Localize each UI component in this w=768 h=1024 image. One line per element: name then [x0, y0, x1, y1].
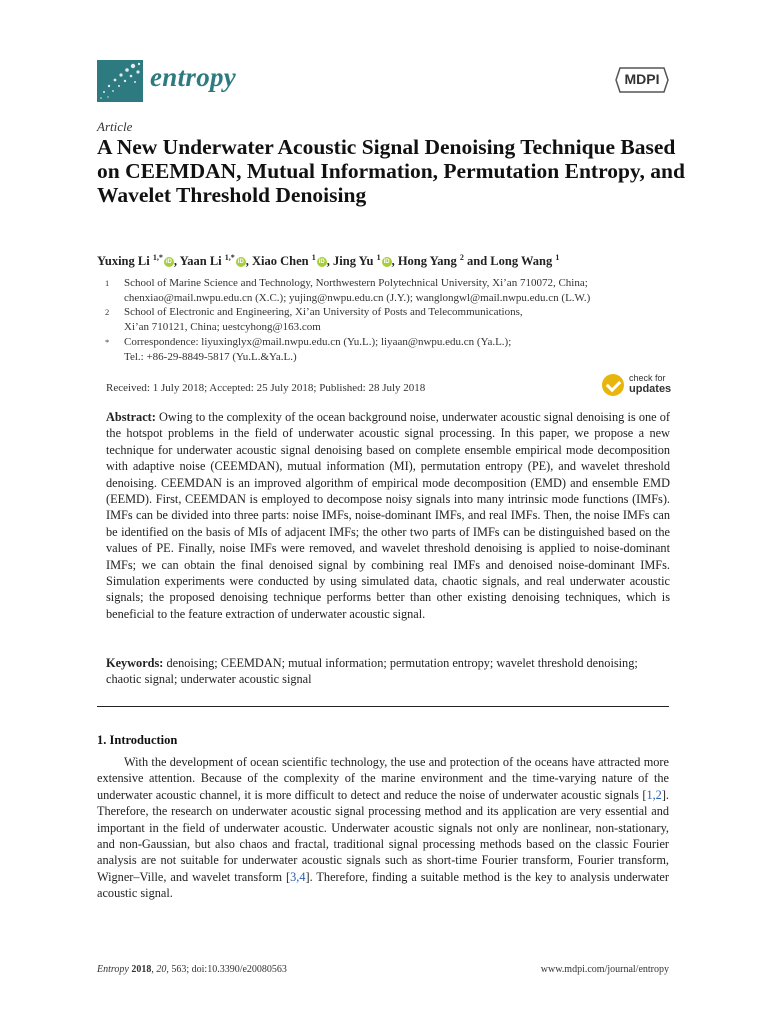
- publication-dates: Received: 1 July 2018; Accepted: 25 July 2018; Published: 28 July 2018: [106, 382, 426, 394]
- abstract-text: Owing to the complexity of the ocean background noise, underwater acoustic signal denoising is one of the hotspot problems in the field of underwater acoustic signal processing. In this paper, we propose a new technique for underwater acoustic signal denoising based on complete ensemble empirical mode decomposition with adaptive noise (CEEMDAN), mutual information (MI), permutation entropy (PE), and wavelet threshold denoising. CEEMDAN is an improved algorithm of empirical mode decomposition (EMD) and ensemble EMD (EEMD). First, CEEMDAN is employed to decompose noisy signals into many intrinsic mode functions (IMFs). IMFs can be divided into three parts: noise IMFs, noise-dominant IMFs, and real IMFs. Then, the noise IMFs can be identified on the basis of MIs of adjacent IMFs; the other two parts of IMFs can be distinguished based on the values of PE. Finally, noise IMFs were removed, and wavelet threshold denoising is applied to noise-dominant IMFs; we can obtain the final denoised signal by combining real IMFs and denoised noise-dominant IMFs. Simulation experiments were conducted by using simulated data, chaotic signals, and real underwater acoustic signals; the proposed denoising technique performs better than other existing denoising techniques, which is beneficial to the feature extraction of underwater acoustic signal.: [106, 410, 670, 621]
- journal-url[interactable]: www.mdpi.com/journal/entropy: [540, 964, 669, 975]
- journal-name: entropy: [150, 62, 237, 92]
- author-affiliation-mark: 1: [376, 253, 381, 262]
- citation-link[interactable]: 1,2: [646, 787, 662, 802]
- section-divider: [97, 706, 669, 707]
- orcid-icon[interactable]: iD: [318, 259, 325, 266]
- keywords-text: denoising; CEEMDAN; mutual information; permutation entropy; wavelet threshold denoising; chaotic signal; underwater acoustic signal: [106, 656, 638, 687]
- affiliation-line: School of Marine Science and Technology, Northwestern Polytechnical University, Xi’an 710072, China;: [124, 277, 588, 289]
- keywords-label: Keywords:: [106, 656, 164, 670]
- author-affiliation-mark: 1: [311, 253, 316, 262]
- abstract-label: Abstract:: [106, 410, 156, 424]
- section-heading: 1. Introduction: [97, 733, 178, 747]
- author-separator: ,: [391, 254, 398, 269]
- abstract: [106, 409, 670, 622]
- correspondence: * Correspondence: liyuxinglyx@mail.nwpu.edu.cn (Yu.L.); liyaan@nwpu.edu.cn (Ya.L.); Tel.: +86-29-8849-5817 (Yu.L.&Ya.L.): [97, 335, 687, 364]
- author-affiliation-mark: 1,*: [152, 253, 163, 262]
- keywords: [106, 655, 670, 688]
- paper-title: A New Underwater Acoustic Signal Denoising Technique Based on CEEMDAN, Mutual Information, Permutation Entropy, and Wavelet Threshold Denoising: [97, 135, 685, 207]
- author-name[interactable]: Yuxing Li: [97, 254, 153, 269]
- author-affiliation-mark: 2: [459, 253, 464, 262]
- author-name[interactable]: Hong Yang: [397, 254, 460, 269]
- author-separator: ,: [173, 254, 180, 269]
- author-affiliation-mark: 1,*: [224, 253, 235, 262]
- publisher-logo-text: MDPI: [624, 71, 660, 87]
- affiliation-line: Tel.: +86-29-8849-5817 (Yu.L.&Ya.L.): [124, 350, 297, 363]
- affiliation-line: Correspondence: liyuxinglyx@mail.nwpu.edu.cn (Yu.L.); liyaan@nwpu.edu.cn (Ya.L.);: [124, 336, 512, 348]
- orcid-icon[interactable]: iD: [383, 259, 390, 266]
- author-name[interactable]: Long Wang: [490, 254, 556, 269]
- affiliation-2: 2 School of Electronic and Engineering, Xi’an University of Posts and Telecommunications, Xi’an 710121, China; uestcyhong@163.com: [97, 305, 687, 334]
- affiliation-1: 1 School of Marine Science and Technology, Northwestern Polytechnical University, Xi’an 710072, China; chenxiao@mail.nwpu.edu.cn (X.C.); yujing@nwpu.edu.cn (J.Y.); wanglongwl@mail.nwpu.edu.cn (L.W.): [97, 276, 687, 305]
- affiliation-line: chenxiao@mail.nwpu.edu.cn (X.C.); yujing@nwpu.edu.cn (J.Y.); wanglongwl@mail.nwpu.edu.cn (L.W.): [124, 291, 591, 304]
- intro-paragraph: With the development of ocean scientific technology, the use and protection of the oceans have attracted more extensive attention. Because of the complexity of the marine environment and the time-varying nature of the underwater acoustic channel, it is more difficult to detect and reduce the noise of underwater acoustic signals [1,2]. Therefore, the research on underwater acoustic signal processing method and its application are very essential and important in the field of underwater acoustic. Underwater acoustic signals not only are nonlinear, non-stationary, and non-Gaussian, but also chaos and fractal, traditional signal processing methods based on the classic Fourier analysis are not suitable for underwater acoustic signals such as short-time Fourier transform, Fourier transform, Wigner–Ville, and wavelet transform [3,4]. Therefore, finding a suitable method is the key to analysis underwater acoustic signal.: [97, 755, 669, 901]
- affiliation-line: Xi’an 710121, China; uestcyhong@163.com: [124, 320, 321, 333]
- orcid-icon[interactable]: iD: [165, 259, 172, 266]
- orcid-icon[interactable]: iD: [237, 259, 244, 266]
- citation-footer: Entropy 2018, 20, 563; doi:10.3390/e20080563: [97, 964, 287, 975]
- author-list: [97, 253, 697, 269]
- mdpi-logo: [614, 66, 670, 94]
- author-separator: and: [463, 254, 491, 269]
- check-circle-icon: [602, 374, 624, 396]
- check-for-updates-button[interactable]: check for updates: [598, 372, 678, 398]
- affiliation-line: School of Electronic and Engineering, Xi’an University of Posts and Telecommunications,: [124, 306, 523, 318]
- author-name[interactable]: Xiao Chen: [252, 254, 312, 269]
- journal-logo-icon: [97, 60, 143, 102]
- article-type: Article: [97, 119, 133, 134]
- author-name[interactable]: Jing Yu: [333, 254, 377, 269]
- author-name[interactable]: Yaan Li: [179, 254, 225, 269]
- citation-link[interactable]: 3,4: [290, 869, 306, 884]
- author-separator: ,: [326, 254, 334, 269]
- author-affiliation-mark: 1: [555, 253, 560, 262]
- author-separator: ,: [245, 254, 253, 269]
